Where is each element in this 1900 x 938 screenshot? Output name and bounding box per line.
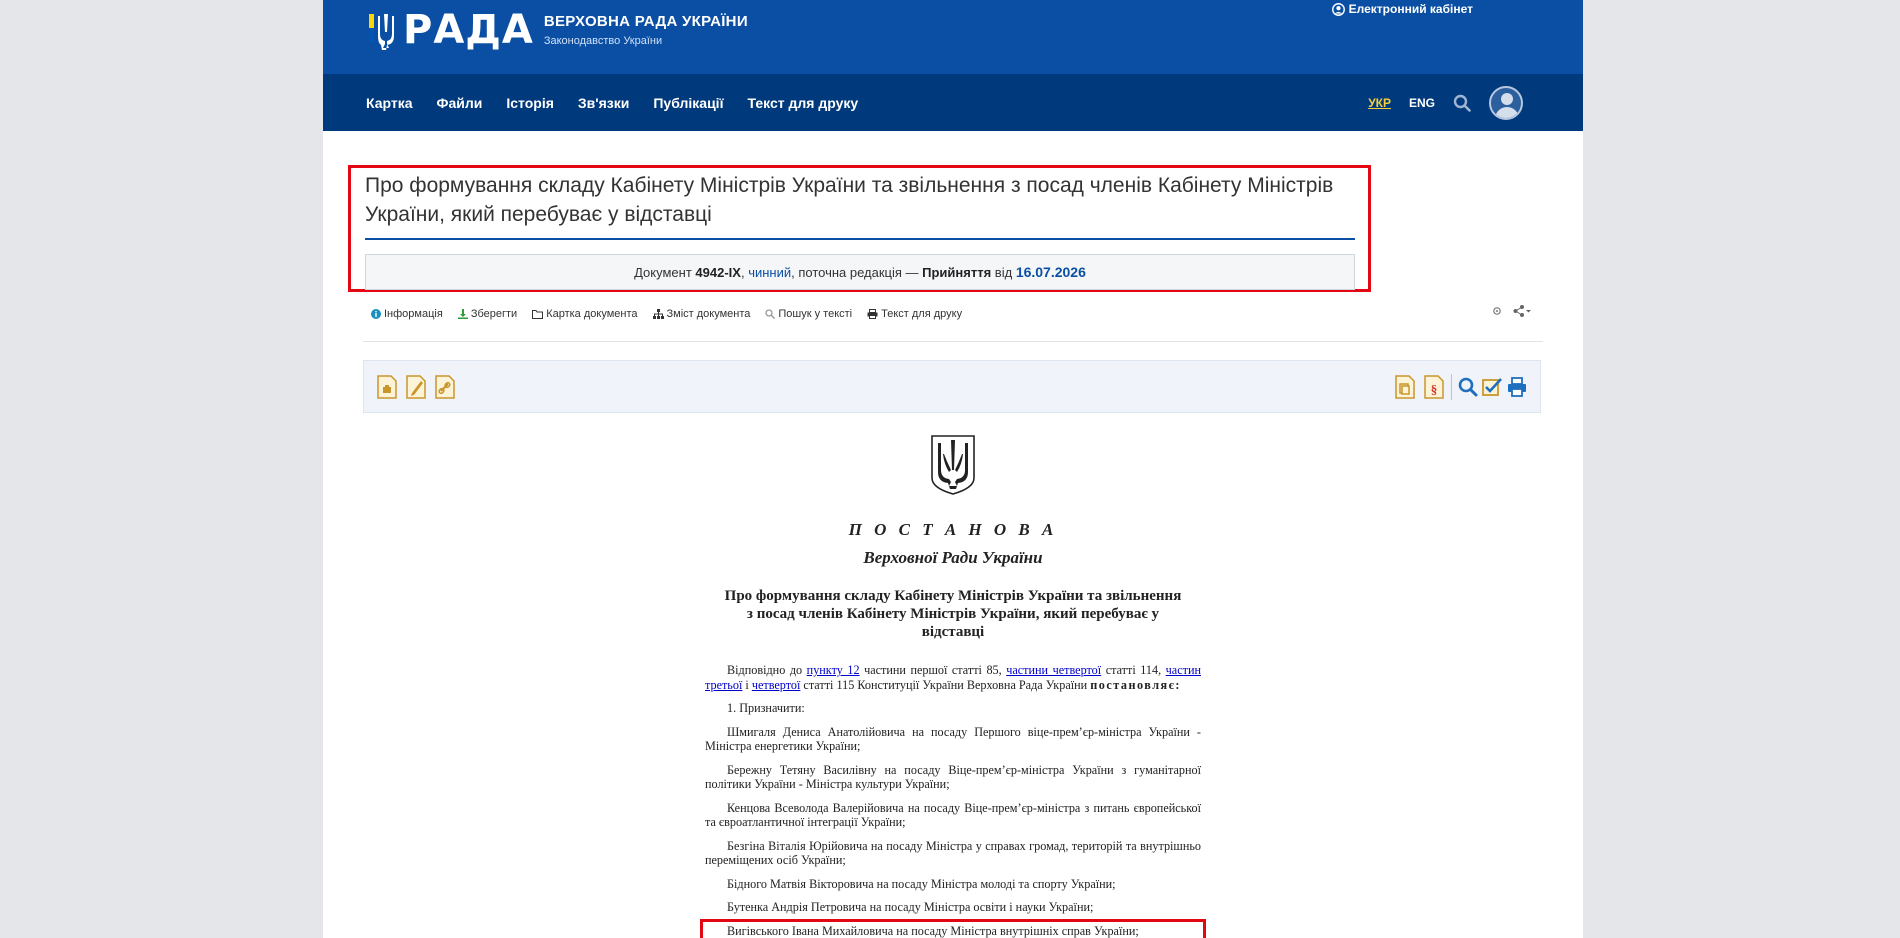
user-circle-icon xyxy=(1332,3,1345,16)
preamble-text: і xyxy=(742,677,752,692)
link-part-four[interactable]: частини четвертої xyxy=(1006,663,1102,677)
search-icon xyxy=(765,309,775,319)
tool-contents-label: Зміст документа xyxy=(666,308,751,320)
document-toolbar xyxy=(371,305,1351,323)
preamble-text: статті 115 Конституції України Верховна Рада України xyxy=(800,677,1091,692)
logo-word: РАДА xyxy=(403,7,534,53)
site-subtitle: Законодавство України xyxy=(543,35,663,47)
document-actions-panel xyxy=(363,360,1541,413)
meta-from: від xyxy=(994,265,1013,280)
search-icon[interactable] xyxy=(1457,375,1479,399)
paragraph-appointment: Кенцова Всеволода Валерійовича на посаду Віце-прем’єр-міністра з питань європейської та євроатлантичної інтеграції України; xyxy=(705,800,1201,829)
print-icon[interactable] xyxy=(1506,375,1528,399)
page-container xyxy=(323,0,1583,938)
tool-print-label: Текст для друку xyxy=(881,308,963,320)
document-number: 4942-IX xyxy=(695,265,741,280)
tool-save[interactable] xyxy=(458,308,517,320)
lang-eng[interactable]: ENG xyxy=(1408,95,1435,110)
meta-prefix: Документ xyxy=(634,265,692,280)
paragraph-appointment: Бідного Матвія Вікторовича на посаду Міністра молоді та спорту України; xyxy=(727,876,1116,891)
tool-card-label: Картка документа xyxy=(546,308,638,320)
title-divider xyxy=(365,238,1355,240)
info-icon xyxy=(371,309,381,319)
electronic-cabinet-link[interactable] xyxy=(1332,2,1473,16)
tool-search-label: Пошук у тексті xyxy=(778,308,853,320)
adopted-label: Прийняття xyxy=(922,265,992,280)
nav-links[interactable]: Зв'язки xyxy=(577,94,630,111)
tool-print-text[interactable] xyxy=(867,308,962,320)
document-copy-icon[interactable] xyxy=(1394,375,1416,399)
document-paragraphs xyxy=(705,663,1201,938)
cabinet-label: Електронний кабінет xyxy=(1348,2,1473,16)
tool-info-label: Інформація xyxy=(384,308,443,320)
paragraph-preamble xyxy=(705,663,1201,692)
main-navigation xyxy=(323,74,1583,131)
print-icon xyxy=(867,309,878,319)
bill-title: Про формування складу Кабінету Міністрів України та звільнення з посад членів Кабінету Міністрів України, який перебуває у відставці xyxy=(724,588,1182,640)
document-link-icon[interactable] xyxy=(434,375,456,399)
checkbox-edit-icon[interactable] xyxy=(1481,375,1503,399)
resolution-heading: П О С Т А Н О В А xyxy=(848,520,1058,539)
lang-ukr[interactable]: УКР xyxy=(1368,95,1391,110)
logo-subtitle-block xyxy=(544,13,748,47)
nav-files[interactable]: Файли xyxy=(436,94,483,111)
meta-edition: , поточна редакція — xyxy=(791,265,923,280)
trident-logo-icon xyxy=(369,10,399,50)
site-logo[interactable] xyxy=(369,7,748,53)
paragraph-appointment: Бережну Тетяну Василівну на посаду Віце-прем’єр-міністра України з гуманітарної політики України - Міністра культури України; xyxy=(705,762,1201,791)
adoption-date[interactable]: 16.07.2026 xyxy=(1015,264,1086,280)
document-title-block xyxy=(348,165,1371,292)
link-part-three[interactable]: частин третьої xyxy=(705,663,1201,692)
document-edit-icon[interactable] xyxy=(405,375,427,399)
tool-search-in-text[interactable] xyxy=(765,308,852,320)
link-clause-12[interactable]: пункту 12 xyxy=(806,663,860,677)
document-attachment-icon[interactable] xyxy=(376,375,398,399)
document-status-link[interactable]: чинний xyxy=(748,265,792,280)
nav-print-text[interactable]: Текст для друку xyxy=(747,94,859,111)
coat-of-arms-icon xyxy=(929,434,977,496)
preamble-text: статті 114, xyxy=(1101,663,1166,677)
toolbar-divider xyxy=(363,341,1543,342)
sitemap-icon xyxy=(653,309,664,319)
toolbar-right xyxy=(1491,305,1531,317)
brightness-icon[interactable] xyxy=(1491,305,1503,317)
nav-publications[interactable]: Публікації xyxy=(653,94,724,111)
resolution-issuer: Верховної Ради України xyxy=(863,548,1043,567)
document-title: Про формування складу Кабінету Міністрів України та звільнення з посад членів Кабінету Міністрів України, який перебуває у відставці xyxy=(365,174,1334,226)
share-icon[interactable] xyxy=(1513,305,1531,317)
paragraph-appointment: Бутенка Андрія Петровича на посаду Міністра освіти і науки України; xyxy=(727,900,1094,914)
user-avatar[interactable] xyxy=(1489,86,1523,120)
site-title: ВЕРХОВНА РАДА УКРАЇНИ xyxy=(543,13,748,30)
folder-icon xyxy=(532,309,543,319)
paragraph-appoint: 1. Призначити: xyxy=(727,701,805,715)
nav-history[interactable]: Історія xyxy=(506,94,554,111)
tool-document-card[interactable] xyxy=(532,308,637,320)
paragraph-appointment-highlighted: Вигівського Івана Михайловича на посаду Міністра внутрішніх справ України; xyxy=(705,924,1201,938)
document-section-icon[interactable] xyxy=(1423,375,1445,399)
tool-save-label: Зберегти xyxy=(470,308,518,320)
preamble-text: Відповідно до xyxy=(727,663,807,677)
tool-info[interactable] xyxy=(371,308,443,320)
site-header xyxy=(323,0,1583,74)
download-icon xyxy=(458,309,468,319)
paragraph-appointment: Безгіна Віталія Юрійовича на посаду Міністра у справах громад, територій та внутрішньо переміщених осіб України; xyxy=(705,838,1201,867)
preamble-text: частини першої статті 85, xyxy=(859,663,1007,677)
nav-card[interactable]: Картка xyxy=(366,94,413,111)
icon-separator xyxy=(1451,374,1452,400)
paragraph-appointment: Шмигаля Дениса Анатолійовича на посаду Першого віце-прем’єр-міністра України - Міністра енергетики України; xyxy=(705,724,1201,753)
search-icon[interactable] xyxy=(1453,94,1471,112)
svg-text:§: § xyxy=(1430,382,1438,397)
document-meta: Документ 4942-IX, чинний, поточна редакція — Прийняття від 16.07.2026 xyxy=(365,254,1355,290)
tool-document-contents[interactable] xyxy=(653,308,751,320)
link-fourth[interactable]: четвертої xyxy=(751,677,801,692)
decides-word: постановляє: xyxy=(1090,677,1181,692)
